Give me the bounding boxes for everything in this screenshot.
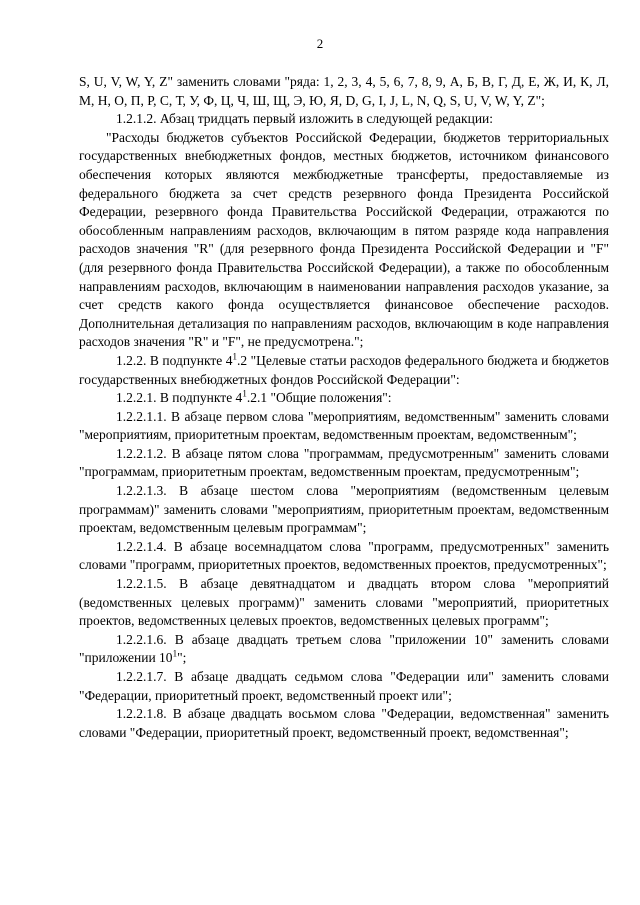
paragraph-1-2-2-post: .2 "Целевые статьи расходов федерального бюджета и бюджетов государственных внебюджетных фондов Российской Федерации": bbox=[79, 352, 609, 387]
paragraph-1-2-2-1-1: 1.2.2.1.1. В абзаце первом слова "мероприятиям, ведомственным" заменить словами "мероприятиям, приоритетным проектам, ведомственным проектам, ведомственным"; bbox=[79, 408, 609, 443]
paragraph-1-2-2 bbox=[79, 352, 609, 389]
paragraph-1-2-2-1 bbox=[79, 389, 609, 408]
paragraph-1-2-2-1-pre: 1.2.2.1. В подпункте 4 bbox=[116, 390, 243, 406]
document-body bbox=[79, 73, 609, 742]
paragraph-1-2-2-1-6-pre: 1.2.2.1.6. В абзаце двадцать третьем слова "приложении 10" заменить словами "приложении 10 bbox=[79, 631, 609, 666]
paragraph-letters-list: S, U, V, W, Y, Z" заменить словами "ряда: 1, 2, 3, 4, 5, 6, 7, 8, 9, А, Б, В, Г, Д, Е, Ж, И, К, Л, М, Н, О, П, Р, С, Т, У, Ф, Ц, Ч, Ш, Щ, Э, Ю, Я, D, G, I, J, L, N, Q, S, U, V, W, Y, Z"; bbox=[79, 74, 609, 108]
paragraph-quoted-expenses: "Расходы бюджетов субъектов Российской Федерации, бюджетов территориальных государственных внебюджетных фондов, местных бюджетов, источником финансового обеспечения которых являются межбюджетные трансферты, предоставляемые из федерального бюджета за счет средств резервного фонда Президента Российской Федерации, резервного фонда Правительства Российской Федерации, отражаются по обособленным направлениям расходов, включающим в пятом разряде кода направления расходов значения "R" (для резервного фонда Президента Российской Федерации и "F" (для резервного фонда Правительства Российской Федерации), а также по обособленным направлениям расходов, включающим в наименовании направления расходов указание, за счет средств какого фонда осуществляется финансовое обеспечение расходов. Дополнительная детализация по направлениям расходов, включающим в коде направления расходов значения "R" и "F", не предусмотрена."; bbox=[79, 129, 609, 350]
paragraph-1-2-2-1-6 bbox=[79, 631, 609, 668]
page-number: 2 bbox=[316, 36, 324, 51]
superscript-1: 1 bbox=[232, 351, 238, 362]
superscript-1: 1 bbox=[242, 388, 247, 399]
paragraph-1-2-2-1-4: 1.2.2.1.4. В абзаце восемнадцатом слова "программ, предусмотренных" заменить словами "программ, приоритетных проектов, ведомственных проектов, предусмотренных"; bbox=[79, 538, 609, 573]
paragraph-1-2-1-2: 1.2.1.2. Абзац тридцать первый изложить в следующей редакции: bbox=[116, 111, 494, 127]
paragraph-1-2-2-1-6-post: "; bbox=[177, 650, 187, 666]
paragraph-1-2-2-1-3: 1.2.2.1.3. В абзаце шестом слова "мероприятиям (ведомственным целевым программам)" заменить словами "мероприятиям, приоритетным проектам, ведомственным проектам, ведомственным целевым программам"; bbox=[79, 483, 609, 536]
paragraph-1-2-2-1-5: 1.2.2.1.5. В абзаце девятнадцатом и двадцать втором слова "мероприятий (ведомственных целевых программ)" заменить словами "мероприятий, приоритетных проектов, ведомственных целевых проектов, ведомственных целевых программ"; bbox=[79, 576, 609, 629]
paragraph-1-2-2-1-8: 1.2.2.1.8. В абзаце двадцать восьмом слова "Федерации, ведомственная" заменить словами "Федерации, приоритетный проект, ведомственный проект, ведомственная"; bbox=[79, 706, 609, 740]
paragraph-1-2-2-pre: 1.2.2. В подпункте 4 bbox=[116, 352, 233, 368]
paragraph-1-2-2-1-7: 1.2.2.1.7. В абзаце двадцать седьмом слова "Федерации или" заменить словами "Федерации, приоритетный проект, ведомственный проект или"; bbox=[79, 669, 609, 703]
paragraph-1-2-2-1-2: 1.2.2.1.2. В абзаце пятом слова "программам, предусмотренным" заменить словами "программам, приоритетным проектам, ведомственным проектам, предусмотренным"; bbox=[79, 445, 609, 480]
superscript-1: 1 bbox=[172, 648, 178, 659]
paragraph-1-2-2-1-post: .2.1 "Общие положения": bbox=[246, 390, 392, 406]
